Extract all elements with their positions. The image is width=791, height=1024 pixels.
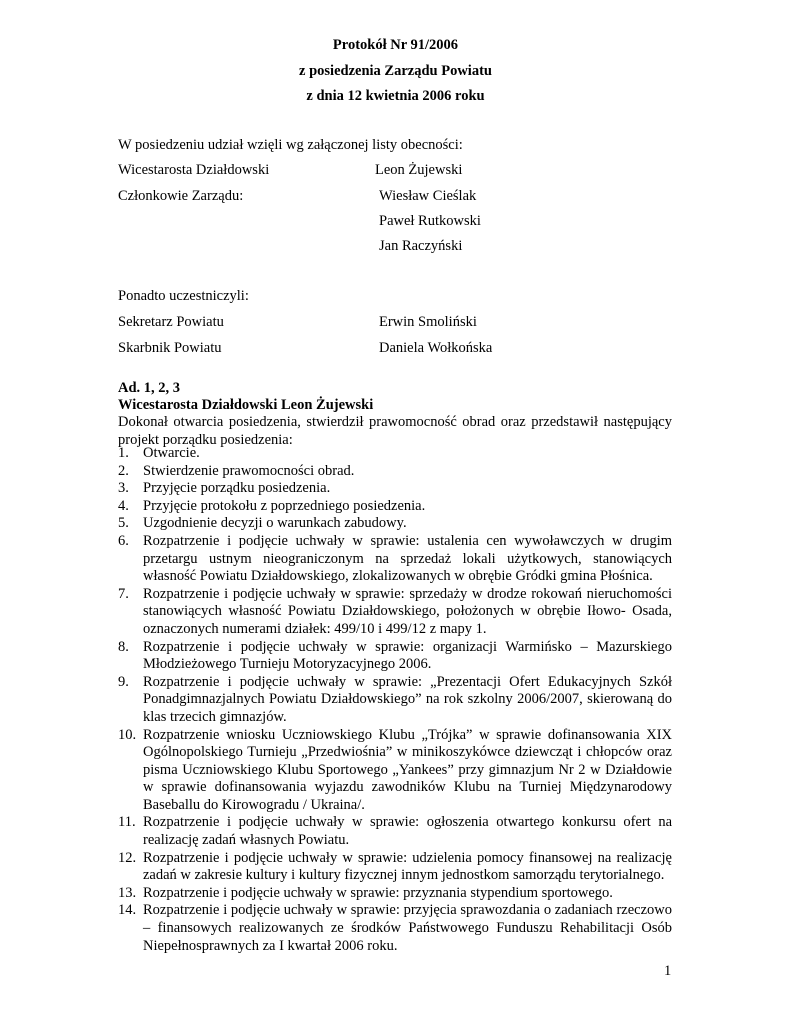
agenda-item	[118, 850, 672, 885]
protocol-date: z dnia 12 kwietnia 2006 roku	[306, 88, 485, 104]
agenda-item-number: 8.	[118, 638, 129, 655]
agenda-item	[118, 639, 672, 674]
agenda-item-number: 7.	[118, 585, 129, 602]
section-speaker: Wicestarosta Działdowski Leon Żujewski	[118, 397, 374, 413]
agenda-item-text: Rozpatrzenie i podjęcie uchwały w sprawie: ogłoszenia otwartego konkursu ofert na realizację zadań własnych Powiatu.	[143, 814, 672, 849]
agenda-item-number: 1.	[118, 445, 129, 461]
agenda-item	[118, 515, 672, 533]
agenda-item-number: 9.	[118, 673, 129, 690]
agenda-item-number: 2.	[118, 462, 129, 479]
agenda-item-text: Przyjęcie porządku posiedzenia.	[143, 480, 331, 497]
attendance-name: Paweł Rutkowski	[379, 213, 481, 229]
agenda-item	[118, 533, 672, 586]
agenda-item-text: Rozpatrzenie i podjęcie uchwały w sprawie: przyjęcia sprawozdania o zadaniach rzeczowo – finansowych realizowanych ze środków Państwowego Funduszu Rehabilitacji Osób Niepełnosprawnych za I kwartał 2006 roku.	[143, 902, 672, 954]
others-role: Skarbnik Powiatu	[118, 340, 222, 356]
section-heading: Ad. 1, 2, 3	[118, 380, 181, 396]
attendance-role: Wicestarosta Działdowski	[118, 162, 270, 178]
others-role: Sekretarz Powiatu	[118, 314, 224, 330]
agenda-item-text: Rozpatrzenie i podjęcie uchwały w sprawie: ustalenia cen wywoławczych w drugim przetargu ustnym nieograniczonym na sprzedaż lokali użytkowych, stanowiących własność Powiatu Działdowskiego, zlokalizowanych w obrębie Gródki gmina Płośnica.	[143, 532, 672, 585]
protocol-title: Protokół Nr 91/2006	[332, 37, 459, 53]
others-name: Erwin Smoliński	[379, 314, 477, 330]
agenda-item-text: Rozpatrzenie i podjęcie uchwały w sprawie: przyznania stypendium sportowego.	[143, 884, 613, 901]
agenda-item-text: Rozpatrzenie wniosku Uczniowskiego Klubu „Trójka” w sprawie dofinansowania XIX Ogólnopolskiego Turnieju „Przedwiośnia” w minikoszykówce dziewcząt i chłopców oraz pisma Uczniowskiego Klubu Sportowego „Yankees” przy gimnazjum Nr 2 w Działdowie w sprawie dofinansowania wyjazdu zawodników Klubu na Turniej Międzynarodowy Baseballu do Kirowogradu / Ukraina/.	[143, 726, 672, 813]
agenda-item-number: 6.	[118, 532, 129, 549]
agenda-item	[118, 445, 672, 463]
agenda-item-text: Rozpatrzenie i podjęcie uchwały w sprawie: udzielenia pomocy finansowej na realizację zadań w zakresie kultury i kultury fizycznej innym jednostkom samorządu terytorialnego.	[143, 849, 672, 884]
agenda-item	[118, 727, 672, 815]
agenda-item-number: 4.	[118, 497, 129, 514]
agenda-item-text: Uzgodnienie decyzji o warunkach zabudowy.	[143, 515, 407, 532]
agenda-item	[118, 480, 672, 498]
agenda-item-text: Rozpatrzenie i podjęcie uchwały w sprawie: organizacji Warmińsko – Mazurskiego Młodzieżowego Turnieju Motoryzacyjnego 2006.	[143, 638, 672, 673]
agenda-item-number: 10.	[118, 726, 137, 743]
attendance-name: Jan Raczyński	[379, 238, 463, 254]
agenda-item	[118, 586, 672, 639]
protocol-subtitle: z posiedzenia Zarządu Powiatu	[299, 63, 492, 79]
page-number: 1	[664, 963, 672, 979]
agenda-item	[118, 902, 672, 955]
agenda-item-number: 12.	[118, 849, 137, 866]
others-intro: Ponadto uczestniczyli:	[118, 288, 249, 304]
agenda-list	[118, 445, 672, 955]
agenda-item-text: Przyjęcie protokołu z poprzedniego posiedzenia.	[143, 497, 426, 514]
agenda-item	[118, 814, 672, 849]
others-name: Daniela Wołkońska	[379, 340, 493, 356]
attendance-name: Leon Żujewski	[375, 162, 463, 178]
attendance-role: Członkowie Zarządu:	[118, 188, 244, 204]
agenda-item-number: 14.	[118, 902, 137, 919]
agenda-item	[118, 498, 672, 516]
agenda-item-text: Stwierdzenie prawomocności obrad.	[143, 462, 355, 479]
agenda-item	[118, 885, 672, 903]
agenda-item	[118, 674, 672, 727]
attendance-intro: W posiedzeniu udział wzięli wg załączonej listy obecności:	[118, 137, 463, 153]
agenda-item-number: 11.	[118, 814, 136, 831]
agenda-item-number: 3.	[118, 480, 129, 497]
agenda-item-number: 5.	[118, 515, 129, 532]
agenda-item-number: 13.	[118, 884, 137, 901]
agenda-item-text: Rozpatrzenie i podjęcie uchwały w sprawie: sprzedaży w drodze rokowań nieruchomości stanowiących własność Powiatu Działdowskiego, położonych w obrębie Iłowo- Osada, oznaczonych numerami działek: 499/10 i 499/12 z mapy 1.	[143, 585, 672, 637]
agenda-item-text: Rozpatrzenie i podjęcie uchwały w sprawie: „Prezentacji Ofert Edukacyjnych Szkół Ponadgimnazjalnych Powiatu Działdowskiego” na rok szkolny 2006/2007, skierowaną do klas trzecich gimnazjów.	[143, 673, 672, 725]
agenda-item	[118, 463, 672, 481]
agenda-item-text: Otwarcie.	[143, 445, 200, 461]
attendance-name: Wiesław Cieślak	[379, 188, 477, 204]
section-intro: Dokonał otwarcia posiedzenia, stwierdził prawomocność obrad oraz przedstawił następujący projekt porządku posiedzenia:	[118, 414, 672, 448]
